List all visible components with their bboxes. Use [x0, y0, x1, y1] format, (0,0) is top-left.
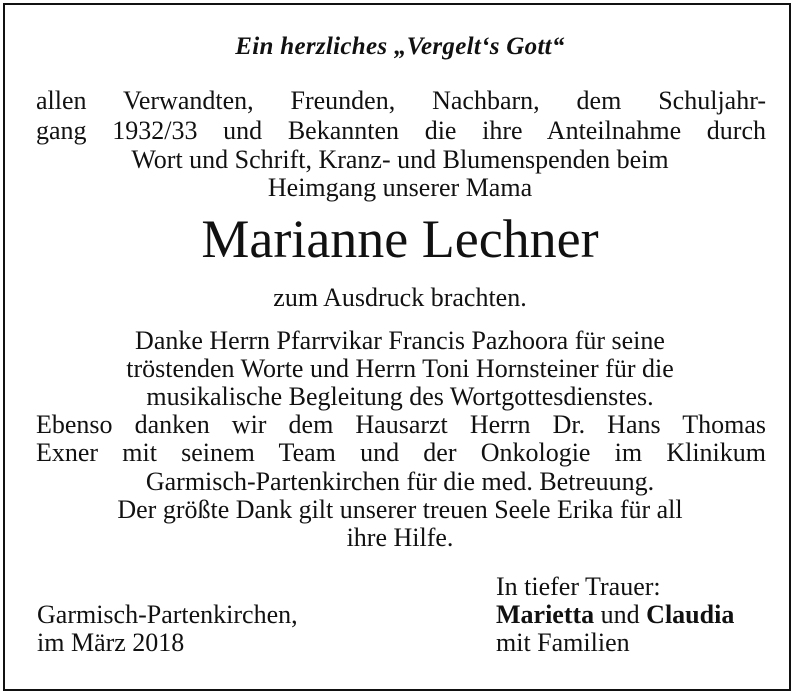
notice-heading: Ein herzliches „Vergelt‘s Gott“ [235, 33, 565, 60]
thanks-line: Exner mit seinem Team und der Onkologie im Klinikum [36, 438, 766, 467]
deceased-name: Marianne Lechner [201, 209, 599, 269]
thanks-line: tröstenden Worte und Herrn Toni Hornsteiner für die [126, 354, 674, 383]
thanks-line: musikalische Begleitung des Wortgottesdienstes. [146, 382, 654, 411]
thanks-line: Ebenso danken wir dem Hausarzt Herrn Dr. Hans Thomas [36, 410, 766, 439]
thanks-line: Der größte Dank gilt unserer treuen Seele Erika für all [117, 495, 683, 524]
date: im März 2018 [37, 628, 185, 657]
after-name-line: zum Ausdruck brachten. [273, 283, 527, 312]
intro-line-4: Heimgang unserer Mama [267, 173, 533, 202]
thanks-line: Garmisch-Partenkirchen für die med. Betreuung. [145, 467, 655, 496]
intro-line-1: allen Verwandten, Freunden, Nachbarn, dem Schuljahr- [36, 86, 766, 115]
mourners-family: mit Familien [496, 628, 630, 657]
thanks-line: Danke Herrn Pfarrvikar Francis Pazhoora für seine [135, 326, 665, 355]
mourner-name-2: Claudia [646, 600, 735, 629]
intro-line-2: gang 1932/33 und Bekannten die ihre Anteilnahme durch [36, 116, 766, 145]
mourning-intro: In tiefer Trauer: [496, 572, 661, 601]
mourner-name-1: Marietta [496, 600, 595, 629]
mourner-connector: und [594, 600, 647, 629]
mourners [496, 600, 734, 630]
place: Garmisch-Partenkirchen, [37, 600, 298, 629]
intro-line-3: Wort und Schrift, Kranz- und Blumenspenden beim [131, 145, 669, 174]
thanks-line: ihre Hilfe. [346, 523, 454, 552]
